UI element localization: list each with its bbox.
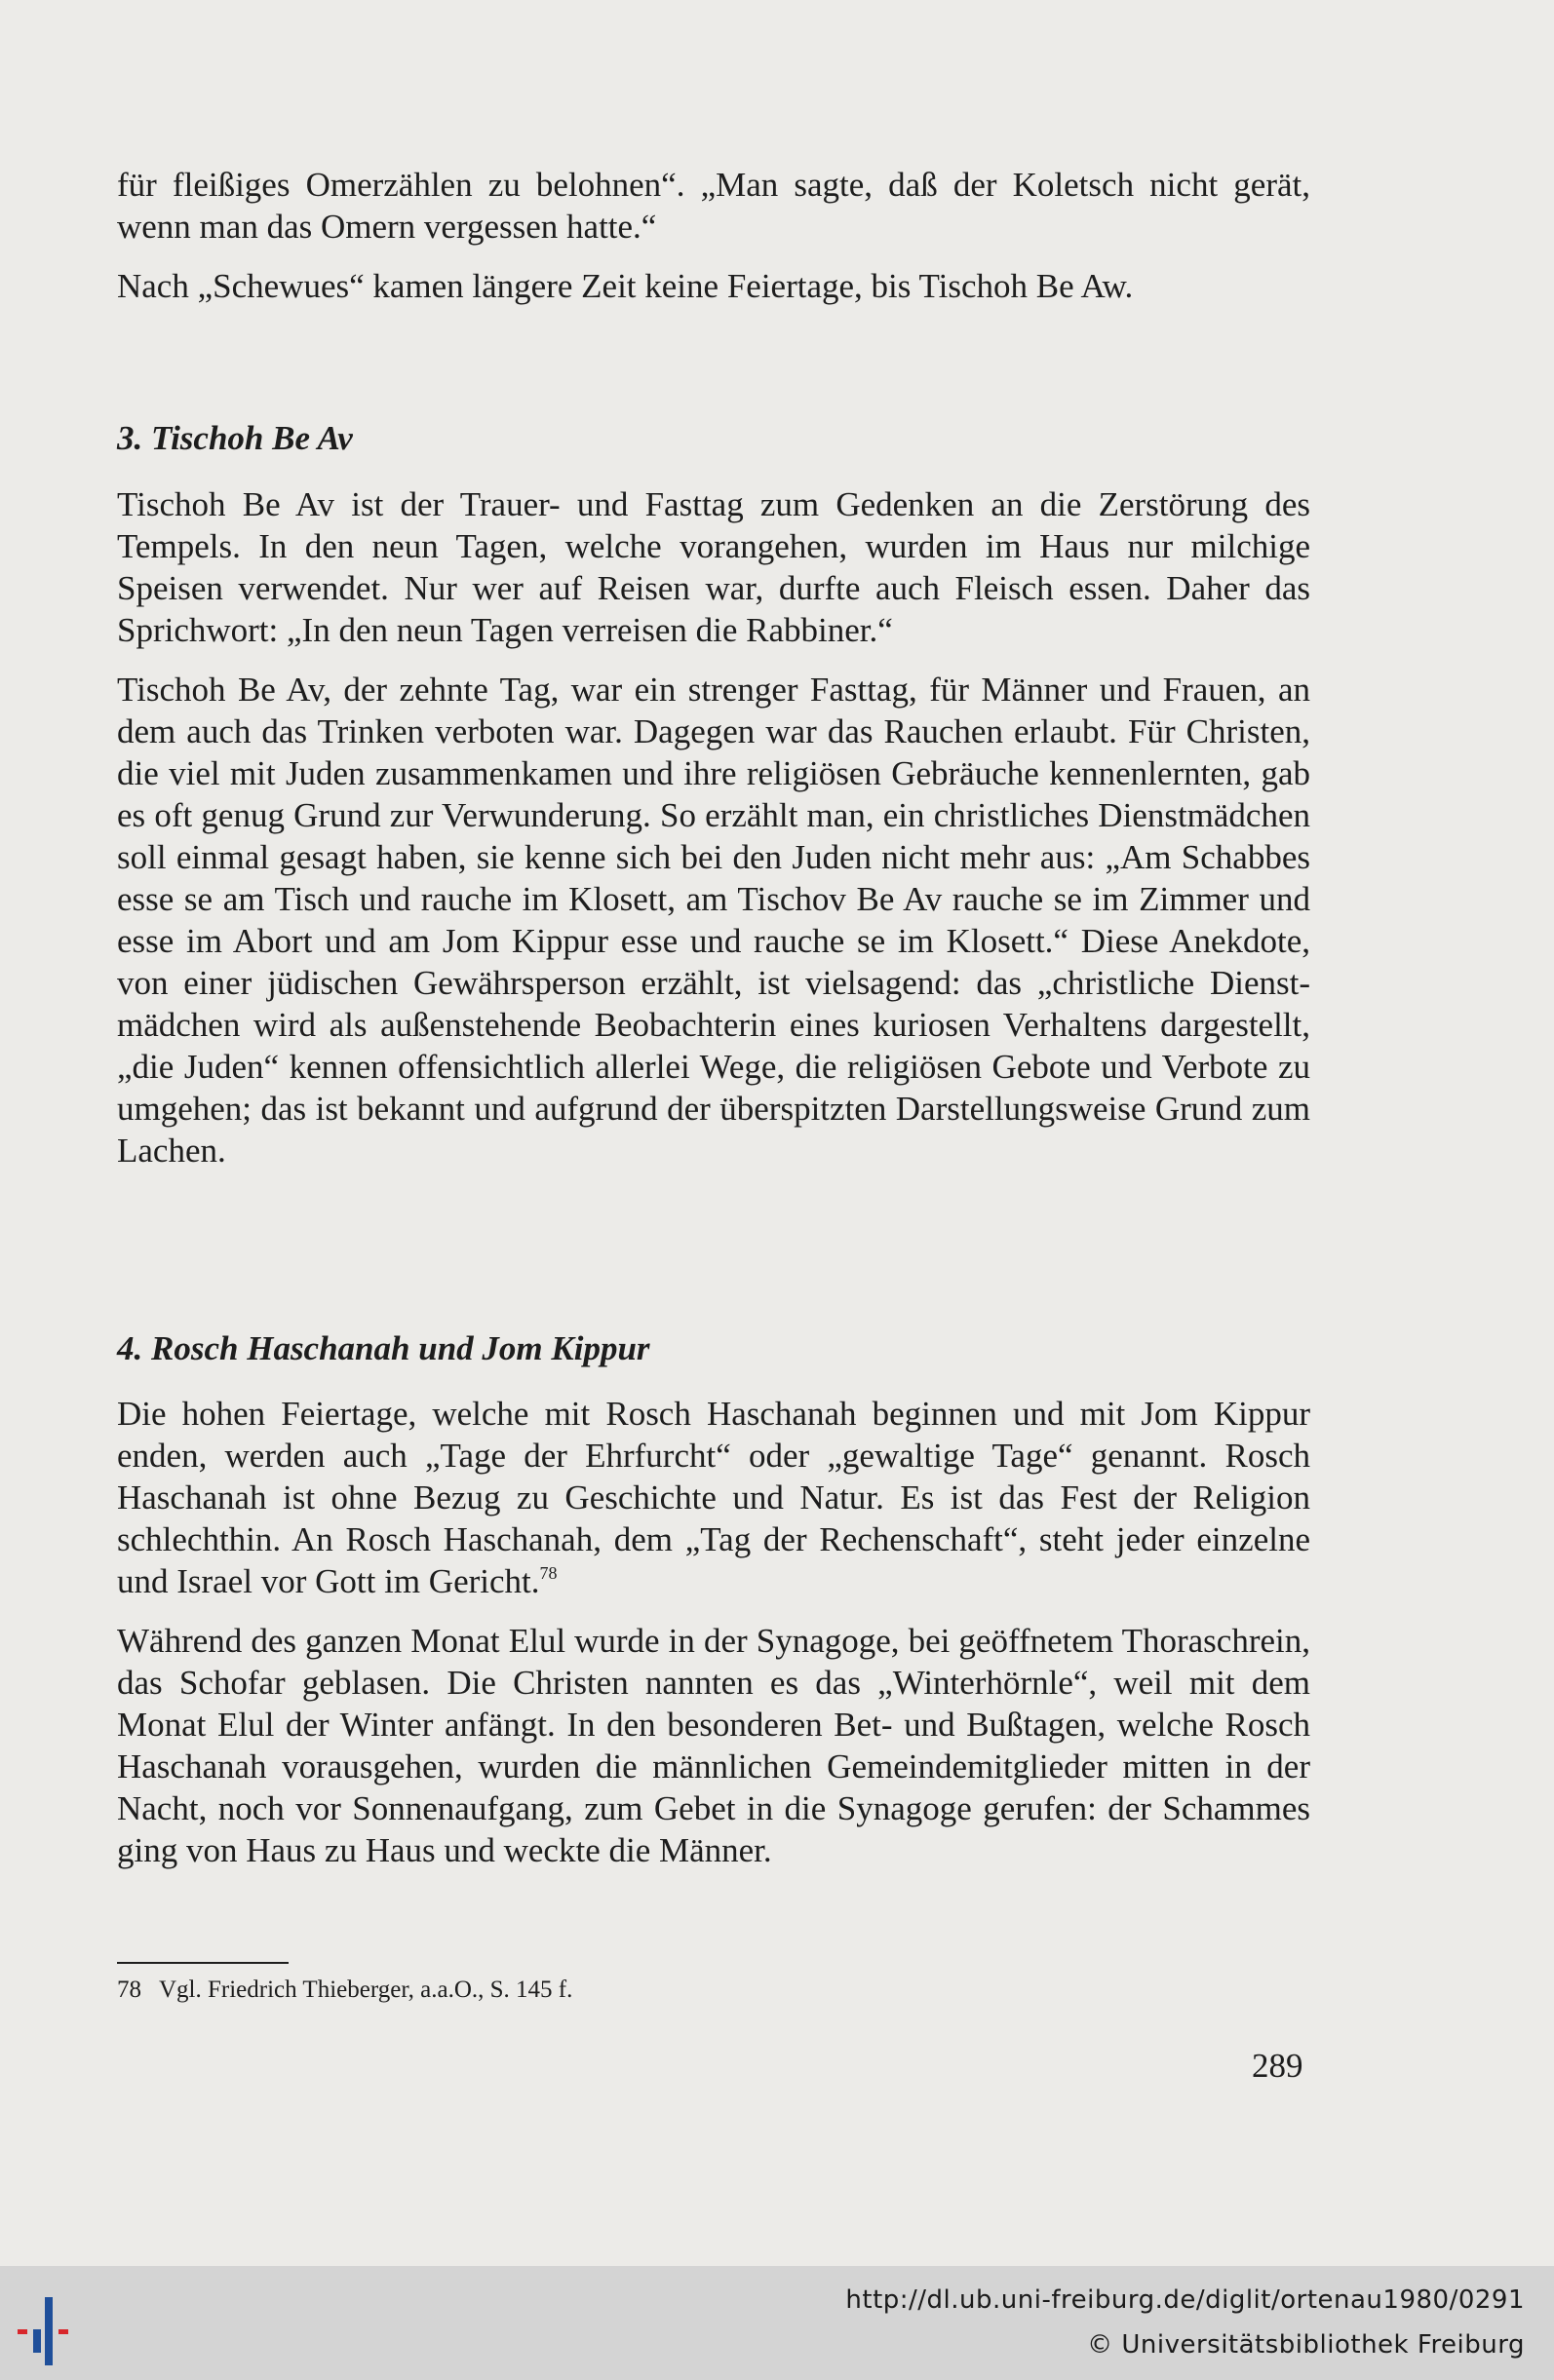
section-4-paragraph-2: Während des ganzen Monat Elul wurde in der Synagoge, bei geöffnetem Thoraschrein, das Schofar geblasen. Die Christen nannten es das „Winterhörnle“, weil mit dem Monat Elul der Winter anfängt. In den besonderen Bet- und Bußtagen, welche Rosch Haschanah vorausgehen, wurden die männlichen Gemeindemitglieder mitten in der Nacht, noch vor Sonnenaufgang, zum Gebet in die Synagoge gerufen: der Schammes ging von Haus zu Haus und weckte die Männer. [117, 1622, 1310, 1869]
footnote [117, 1976, 572, 2005]
footnote-reference[interactable]: 78 [539, 1563, 558, 1583]
section-4-heading: 4. Rosch Haschanah und Jom Kippur [117, 1329, 650, 1367]
section-4-paragraph-1 [117, 1393, 1310, 1602]
footnote-divider [117, 1962, 289, 1964]
section-4-body [117, 1393, 1310, 1871]
intro-paragraph-1: für fleißiges Omerzählen zu belohnen“. „Man sagte, daß der Koletsch nicht gerät, wenn man das Omern vergessen hatte.“ [117, 166, 1310, 246]
section-3-heading: 3. Tischoh Be Av [117, 419, 353, 457]
intro-block [117, 164, 1310, 307]
page-number: 289 [1252, 2047, 1303, 2085]
source-url-link[interactable]: http://dl.ub.uni-freiburg.de/diglit/ortenau1980/0291 [845, 2285, 1525, 2315]
library-logo-icon [18, 2297, 97, 2365]
footnote-text: Vgl. Friedrich Thieberger, a.a.O., S. 145 f. [159, 1977, 573, 2003]
copyright-text: © Universitätsbibliothek Freiburg [1087, 2330, 1525, 2360]
section-3-body [117, 483, 1310, 1171]
section-3-paragraph-2: Tischoh Be Av, der zehnte Tag, war ein strenger Fasttag, für Männer und Frauen, an dem auch das Trinken verboten war. Dagegen war das Rauchen erlaubt. Für Christen, die viel mit Juden zusammenkamen und ihre religiösen Gebräuche kennenlernten, gab es oft genug Grund zur Verwunderung. So erzählt man, ein christliches Dienstmädchen soll einmal gesagt haben, sie kenne sich bei den Juden nicht mehr aus: „Am Schabbes esse se am Tisch und rauche im Klosett, am Tischov Be Av rauche se im Zimmer und esse im Abort und am Jom Kippur esse und rauche se im Klosett.“ Diese Anekdote, von einer jüdischen Gewährsperson erzählt, ist vielsagend: das „christliche Dienstmädchen wird als außenstehende Beobachterin eines kuriosen Verhaltens dargestellt, „die Juden“ kennen offensichtlich allerlei Wege, die religiösen Gebote und Verbote zu umgehen; das ist bekannt und aufgrund der überspitzten Darstellungsweise Grund zum Lachen. [117, 671, 1310, 1170]
footnote-number: 78 [117, 1977, 141, 2003]
intro-paragraph-2: Nach „Schewues“ kamen längere Zeit keine Feiertage, bis Tischoh Be Aw. [117, 267, 1134, 305]
section-3-paragraph-1: Tischoh Be Av ist der Trauer- und Fasttag zum Gedenken an die Zerstörung des Tempels. In den neun Tagen, welche vorangehen, wurden im Haus nur milchige Speisen verwendet. Nur wer auf Reisen war, durfte auch Fleisch essen. Daher das Sprichwort: „In den neun Tagen verreisen die Rabbiner.“ [117, 485, 1310, 649]
footer-bar [0, 2266, 1554, 2380]
section-4-paragraph-1-text: Die hohen Feiertage, welche mit Rosch Haschanah beginnen und mit Jom Kippur enden, werden auch „Tage der Ehrfurcht“ oder „gewaltige Tage“ genannt. Rosch Haschanah ist ohne Bezug zu Geschichte und Natur. Es ist das Fest der Religion schlechthin. An Rosch Haschanah, dem „Tag der Rechenschaft“, steht jeder einzelne und Israel vor Gott im Gericht. [117, 1395, 1310, 1600]
